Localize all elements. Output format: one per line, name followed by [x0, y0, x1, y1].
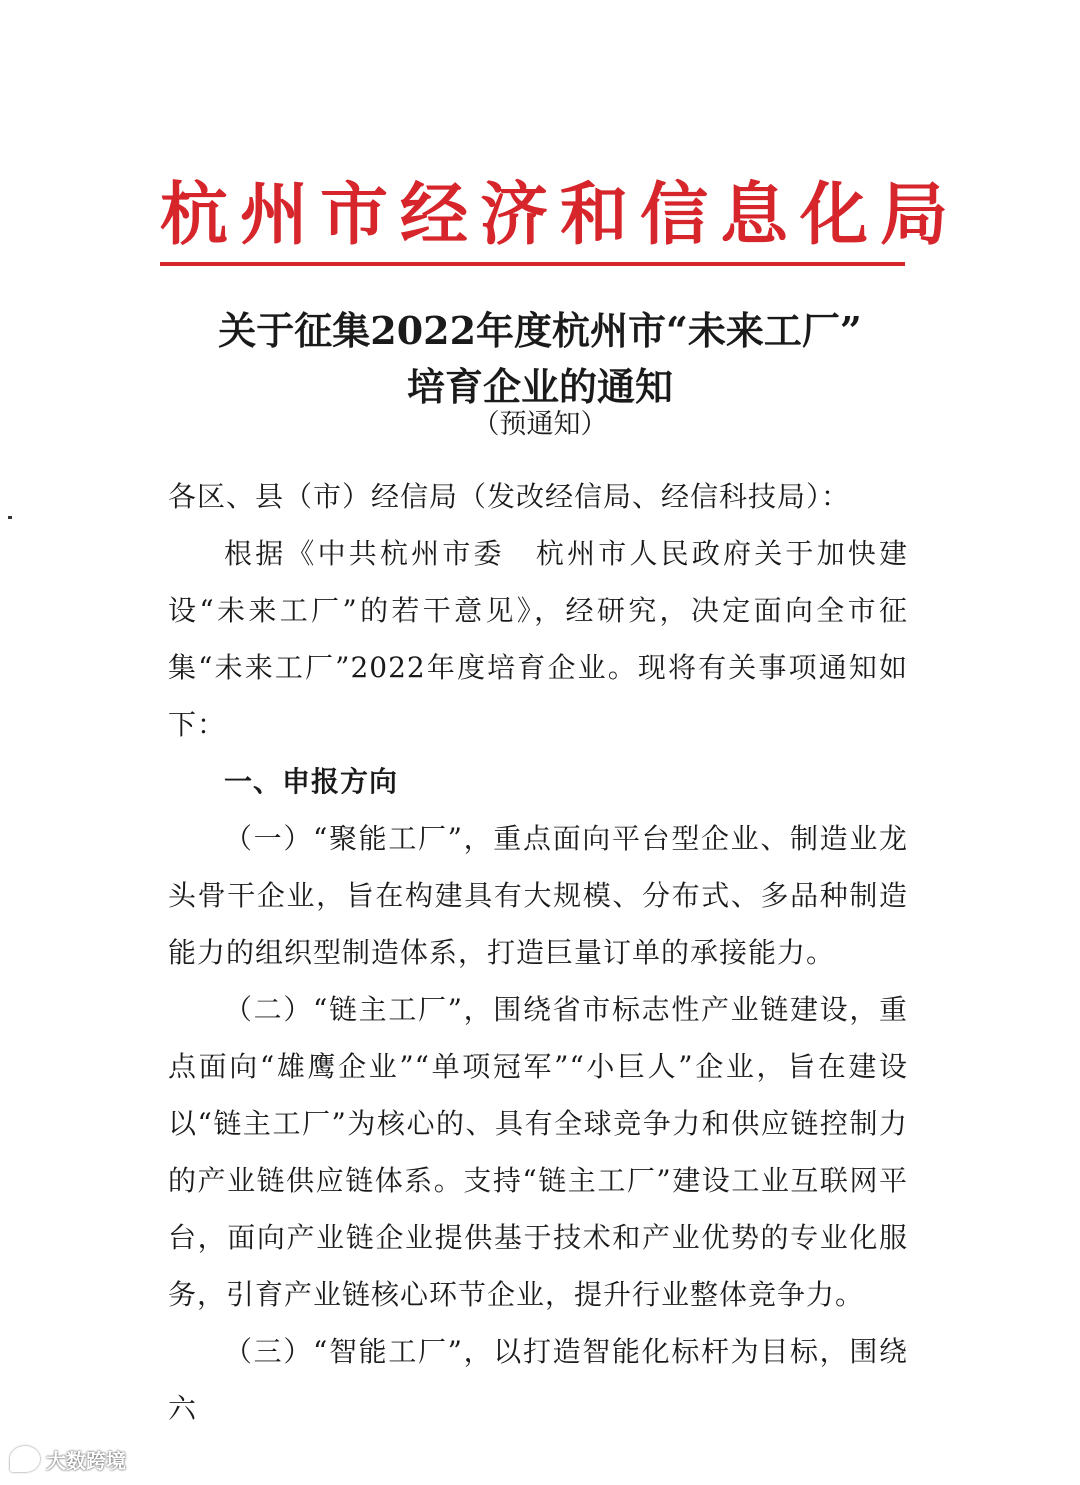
item-paragraph-3: （三）“智能工厂”，以打造智能化标杆为目标，围绕六	[168, 1335, 908, 1425]
watermark	[10, 1443, 126, 1475]
item-paragraph-2: （二）“链主工厂”，围绕省市标志性产业链建设，重点面向“雄鹰企业”“单项冠军”“小巨人”企业，旨在建设以“链主工厂”为核心的、具有全球竞争力和供应链控制力的产业链供应链体系。支持“链主工厂”建设工业互联网平台，面向产业链企业提供基于技术和产业优势的专业化服务，引育产业链核心环节企业，提升行业整体竞争力。	[168, 993, 908, 1311]
red-divider-line	[160, 262, 905, 266]
section-heading: 一、申报方向	[224, 765, 399, 798]
issuer-masthead: 杭州市经济和信息化局	[160, 175, 961, 255]
notice-subtitle: （预通知）	[472, 409, 608, 440]
salutation: 各区、县（市）经信局（发改经信局、经信科技局）：	[168, 480, 851, 513]
intro-paragraph: 根据《中共杭州市委 杭州市人民政府关于加快建设“未来工厂”的若干意见》，经研究，决定面向全市征集“未来工厂”2022年度培育企业。现将有关事项通知如下：	[168, 537, 908, 741]
notice-body	[168, 468, 908, 1437]
speech-bubble-logo-icon	[10, 1446, 40, 1472]
notice-title-line-2: 培育企业的通知	[406, 364, 673, 409]
watermark-text: 大数跨境	[46, 1448, 126, 1473]
notice-title-line-1: 关于征集2022年度杭州市“未来工厂”	[218, 308, 862, 353]
item-paragraph-1: （一）“聚能工厂”，重点面向平台型企业、制造业龙头骨干企业，旨在构建具有大规模、分布式、多品种制造能力的组织型制造体系，打造巨量订单的承接能力。	[168, 822, 908, 969]
margin-mark	[8, 516, 12, 519]
